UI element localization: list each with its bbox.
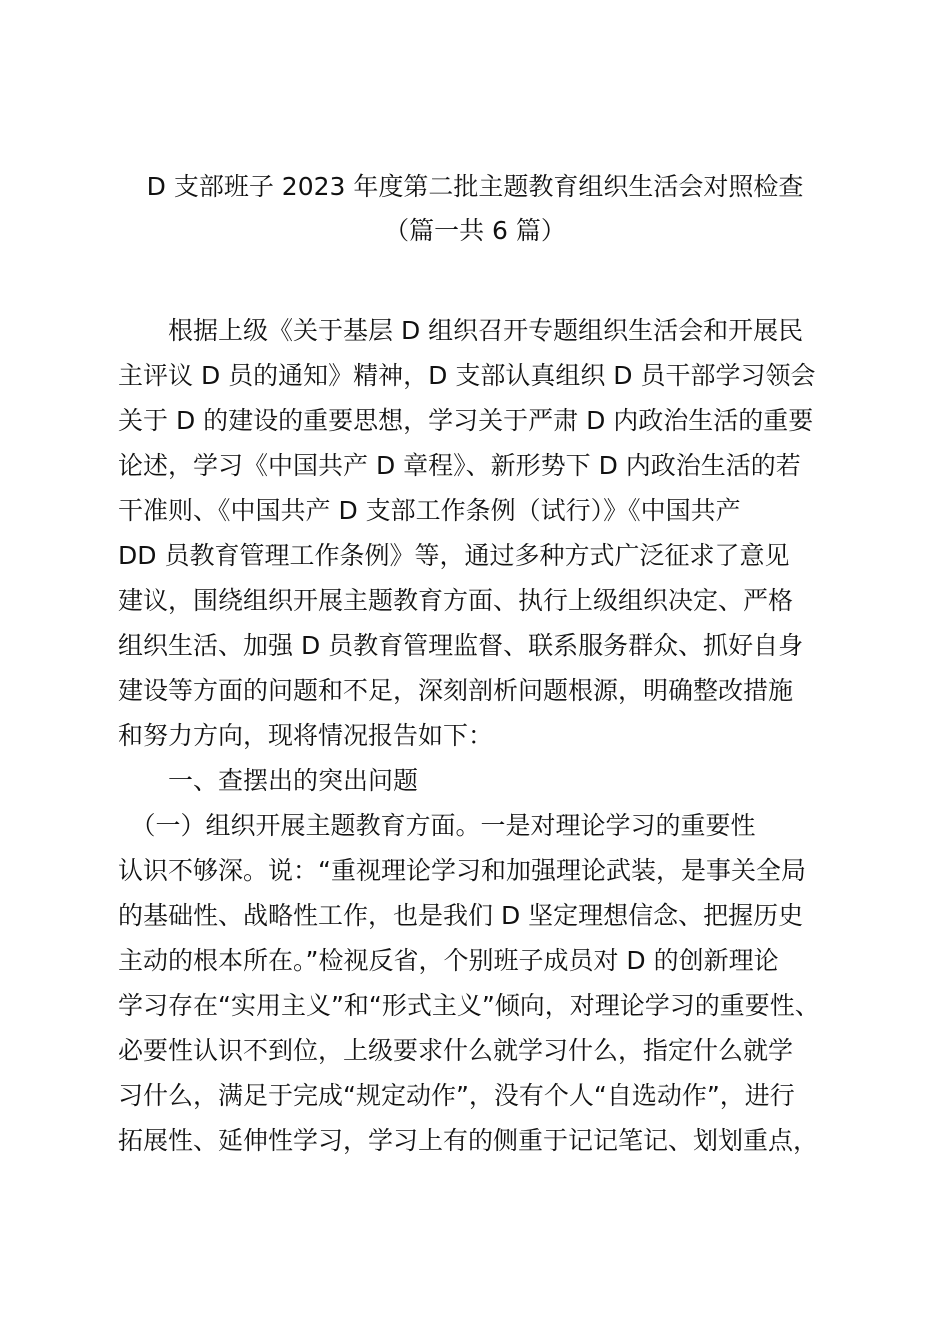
- section-heading: 一、查摆出的突出问题: [118, 766, 419, 795]
- body-line: DD 员教育管理工作条例》等，通过多种方式广泛征求了意见: [118, 541, 790, 570]
- body-line: 和努力方向，现将情况报告如下：: [118, 721, 494, 750]
- body-line: 的基础性、战略性工作，也是我们 D 坚定理想信念、把握历史: [118, 901, 804, 930]
- body-line: 习什么，满足于完成“规定动作”，没有个人“自选动作”，进行: [118, 1081, 795, 1110]
- body-line: 拓展性、延伸性学习，学习上有的侧重于记记笔记、划划重点，: [118, 1126, 819, 1155]
- body-line: 建议，围绕组织开展主题教育方面、执行上级组织决定、严格: [118, 586, 794, 615]
- body-line: 学习存在“实用主义”和“形式主义”倾向，对理论学习的重要性、: [118, 991, 820, 1020]
- body-line: 关于 D 的建设的重要思想，学习关于严肃 D 内政治生活的重要: [118, 406, 814, 435]
- body-line: 主评议 D 员的通知》精神，D 支部认真组织 D 员干部学习领会: [118, 361, 816, 390]
- body-line: 干准则、《中国共产 D 支部工作条例（试行）》《中国共产: [118, 496, 741, 525]
- body-line: 组织生活、加强 D 员教育管理监督、联系服务群众、抓好自身: [118, 631, 804, 660]
- subsection-line: （一）组织开展主题教育方面。一是对理论学习的重要性: [118, 811, 756, 840]
- body-line: 认识不够深。说：“重视理论学习和加强理论武装，是事关全局: [118, 856, 806, 885]
- document-title-line-1: D 支部班子 2023 年度第二批主题教育组织生活会对照检查: [146, 172, 804, 201]
- document-body: [118, 308, 838, 1163]
- document-title-line-2: （篇一共 6 篇）: [384, 216, 566, 245]
- body-line: 论述，学习《中国共产 D 章程》、新形势下 D 内政治生活的若: [118, 451, 801, 480]
- body-line: 必要性认识不到位，上级要求什么就学习什么，指定什么就学: [118, 1036, 794, 1065]
- body-line: 建设等方面的问题和不足，深刻剖析问题根源，明确整改措施: [118, 676, 794, 705]
- body-line: 主动的根本所在。”检视反省，个别班子成员对 D 的创新理论: [118, 946, 779, 975]
- body-line: 根据上级《关于基层 D 组织召开专题组织生活会和开展民: [118, 316, 804, 345]
